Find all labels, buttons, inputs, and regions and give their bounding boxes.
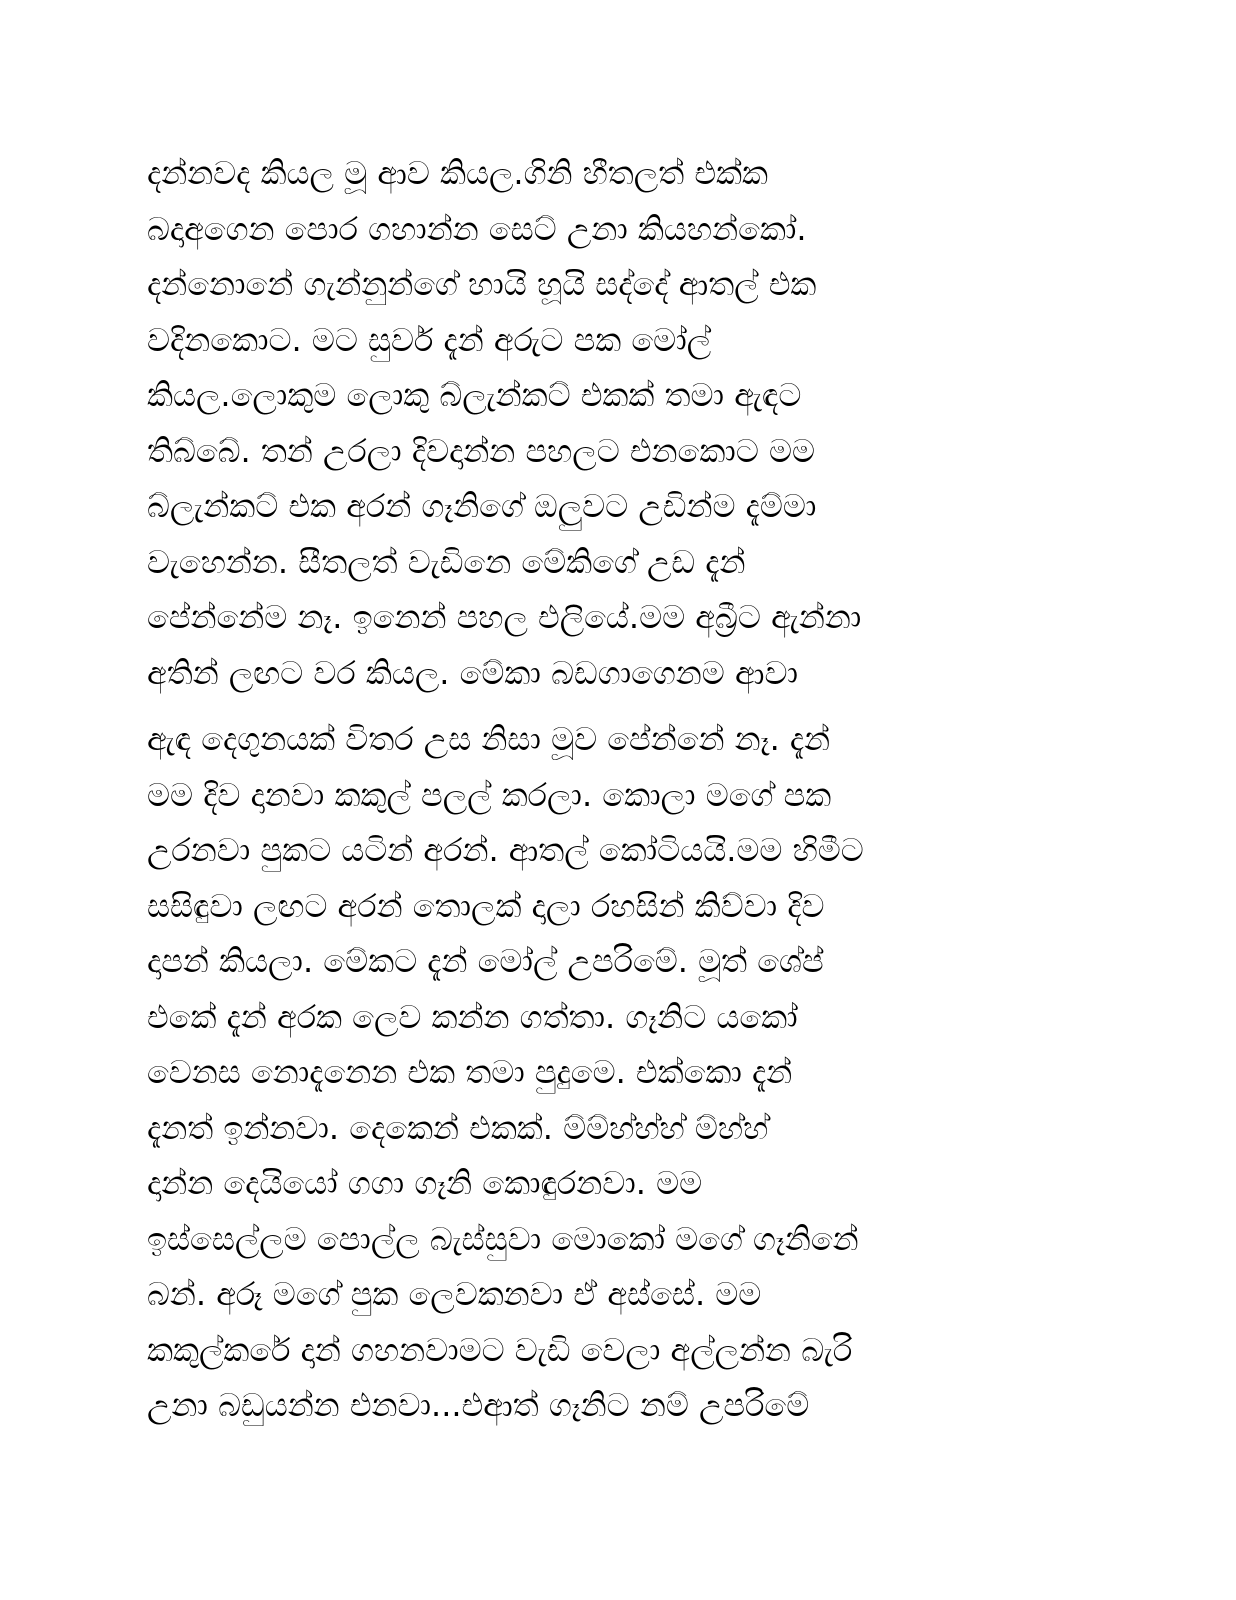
text-line: වෙනස නොදැනෙන එක තමා පුදුමෙ. එක්කො දැන් <box>147 1053 793 1091</box>
paragraph-2 <box>147 712 1067 1434</box>
text-line: දන්නවද කියල මූ ආව කියල.ගිනි හීතලත් එක්ක <box>147 154 768 192</box>
text-line: පේන්නේම නෑ. ඉනෙන් පහල එලියේ.මම අබ්‍රීට ඇන්නා <box>147 598 862 636</box>
text-line: උනා බඩුයන්න එනවා...එආත් ගෑනිට නම් උපරිමේ <box>147 1386 810 1424</box>
text-line: එකේ දැන් අරක ලෙව කන්න ගත්තා. ගෑනිට යකෝ <box>147 997 798 1036</box>
text-line: තිබ්බේ. තන් උරලා දිවදාන්න පහලට එනකොට මම <box>147 431 816 470</box>
paragraph-1 <box>147 146 1067 701</box>
text-line: බ්ලැන්කට් එක අරන් ගෑනිගේ ඔලුවට උඩින්ම දැම්මා <box>147 487 817 525</box>
text-line: දන්නොනේ ගැන්නුන්ගේ හායි හූයි සද්දේ ආතල් එක <box>147 265 817 303</box>
text-line: ඉස්සෙල්ලම පොල්ල බැස්සුවා මොකෝ මගේ ගෑනිනේ <box>147 1219 859 1258</box>
text-line: මම දිව දානවා කකුල් පලල් කරලා. කොලා මගේ පක <box>147 775 832 814</box>
text-line: බදාඅගෙන පොර ගහාන්න සෙට් උනා කියහන්කෝ. <box>147 209 807 248</box>
text-line: බන්. අරූ මගේ පුක ලෙවකනවා ඒ අස්සේ. මම <box>147 1275 762 1313</box>
text-line: කියල.ලොකුම ලොකු බ්ලැන්කට් එකක් තමා ඇඳට <box>147 376 802 414</box>
text-line: සසිඳුවා ලඟට අරන් තොලක් දාලා රහසින් කිව්වා දිව <box>147 886 825 925</box>
text-line: ඇඳ දෙගුනයක් විතර උස නිසා මූව පේන්නේ නෑ. දැන් <box>147 720 831 758</box>
text-line: උරනවා පුකට යටින් අරන්. ආතල් කෝටියයි.මම හිමීට <box>147 831 864 869</box>
text-line: අතින් ලඟට වර කියල. මේකා බඩගාගෙනම ආවා <box>147 653 798 692</box>
text-line: වදිනකොට. මට සුවර් දැන් අරුට පක මෝල් <box>147 320 712 359</box>
text-line: කකුල්කරේ දාන් ගහනවාමට වැඩි වෙලා අල්ලන්න බැරි <box>147 1330 853 1369</box>
text-line: දාන්න දෙයියෝ ගගා ගෑනි කොඳුරනවා. මම <box>147 1164 703 1202</box>
text-line: දාපන් කියලා. මේකට දැන් මෝල් උපරිමේ. මූත් ශේප් <box>147 942 824 980</box>
text-line: වැහෙන්න. සීතලත් වැඩිනෙ මේකිගේ උඩ දැන් <box>147 542 746 581</box>
text-line: දැනත් ඉන්නවා. දෙකෙන් එකක්. ම්ම්හ්හ්හ් ම්හ්හ් <box>147 1108 769 1147</box>
